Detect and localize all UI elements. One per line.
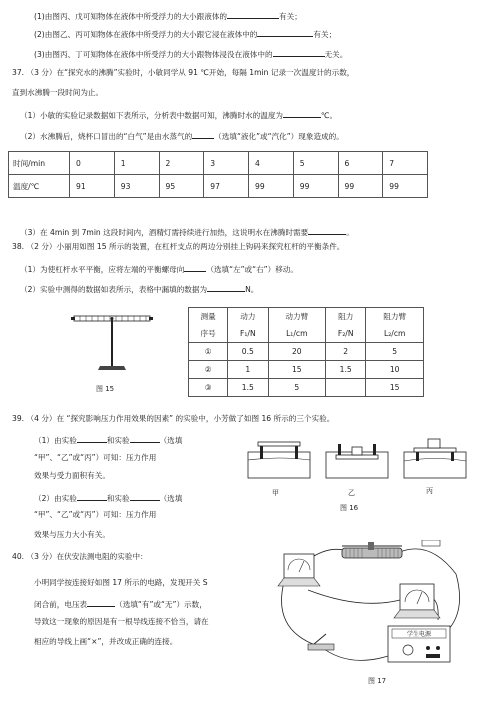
q39-stem: 39. （4 分）在 “探究影响压力作用效果的因素” 的实验中，小芳做了如图 16 所示的三个实验。 [12, 414, 335, 423]
power-supply-label: 学生电源 [406, 631, 432, 638]
q40-stem: 40. （3 分）在伏安法测电阻的实验中： [12, 552, 148, 561]
q39-line5: “甲”、“乙”或“丙”）可知：压力作用 [34, 510, 157, 519]
q36-item-3: (3)由图丙、丁可知物体在液体中所受浮力的大小跟物体浸没在液体中的 无关。 [34, 50, 348, 59]
figure-15-caption: 图 15 [96, 385, 115, 393]
q39-line3: 效果与受力面积有关。 [34, 471, 110, 480]
answer-blank[interactable] [130, 434, 160, 443]
answer-blank[interactable] [207, 283, 245, 292]
table-header-row: 测量 动力 动力臂 阻力 阻力臂 [189, 308, 424, 326]
q40-line3: 导致这一现象的原因是有一根导线连接不恰当，请在 [34, 617, 209, 626]
answer-blank[interactable] [192, 130, 214, 139]
experiment-jia [248, 442, 310, 478]
table-row: ① 0.5 20 2 5 [189, 343, 424, 361]
answer-blank[interactable] [77, 492, 107, 501]
q38-sub1: （1）为使杠杆水平平衡，应将左端的平衡螺母向 （选填“左”或“右”）移动。 [20, 265, 298, 274]
q37-stem-line2: 直到水沸腾一段时间为止。 [12, 88, 104, 97]
circuit-figure [270, 540, 470, 676]
label-jia: 甲 [272, 489, 279, 497]
q36-item-2: (2)由图乙、丙可知物体在液体中所受浮力的大小跟它浸在液体中的 有关； [34, 30, 337, 39]
table-row: ③ 1.5 5 15 [189, 379, 424, 397]
q38-sub2: （2）实验中测得的数据如表所示，表格中漏填的数据为 N。 [20, 285, 259, 294]
q40-line1: 小明同学按连接好如图 17 所示的电路，发现开关 S [34, 578, 208, 587]
q38-stem: 38. （2 分）小丽用如图 15 所示的装置，在杠杆支点的两边分别挂上钩码来探究杠杆的平衡条件。 [12, 242, 345, 251]
label-yi: 乙 [348, 489, 355, 497]
q40-line4: 相应的导线上画“×”，并改成正确的连接。 [34, 637, 178, 646]
figure-17-caption: 图 17 [368, 677, 387, 685]
answer-blank[interactable] [257, 28, 313, 37]
q40-line2: 闭合前，电压表 （选填“有”或“无”）示数， [34, 600, 207, 609]
answer-blank[interactable] [227, 10, 279, 19]
q39-line1: （1）由实验 和实验 （选填 [34, 436, 183, 445]
table-row: ② 1 15 1.5 10 [189, 361, 424, 379]
power-supply-icon [388, 626, 450, 662]
table-row: 时间/min 0 1 2 3 4 5 6 7 [9, 152, 428, 175]
experiment-yi [326, 444, 388, 478]
answer-blank[interactable] [273, 48, 325, 57]
table-header-row: 序号 F₁/N L₁/cm F₂/N L₂/cm [189, 325, 424, 343]
q39-line4: （2）由实验 和实验 （选填 [34, 494, 183, 503]
answer-blank[interactable] [184, 263, 206, 272]
table-row: 温度/℃ 91 93 95 97 99 99 99 99 [9, 175, 428, 198]
pressure-experiment-figure [244, 436, 472, 484]
q39-line2: “甲”、“乙”或“丙”）可知：压力作用 [34, 453, 157, 462]
figure-16-caption: 图 16 [340, 504, 359, 512]
label-bing: 丙 [426, 487, 433, 495]
rheostat-icon [342, 542, 402, 558]
q37-stem-line1: 37. （3 分）在“探究水的沸腾”实验时，小敏同学从 91 ℃开始，每隔 1min 记录一次温度计的示数， [12, 68, 355, 77]
voltmeter-icon [394, 584, 440, 618]
answer-blank[interactable] [308, 226, 346, 235]
switch-icon [308, 634, 334, 650]
resistor-icon [422, 540, 440, 546]
answer-blank[interactable] [87, 598, 115, 607]
q37-sub1: （1）小敏的实验记录数据如下表所示，分析表中数据可知，沸腾时水的温度为 ℃。 [20, 111, 338, 120]
experiment-bing [404, 439, 466, 478]
ammeter-icon [278, 554, 320, 586]
missing-value-cell [326, 379, 366, 397]
q37-data-table [8, 151, 428, 198]
q36-item-1: (1)由图丙、戊可知物体在液体中所受浮力的大小跟液体的 有关； [34, 12, 302, 21]
answer-blank[interactable] [130, 492, 160, 501]
answer-blank[interactable] [283, 109, 321, 118]
q37-sub2: （2）水沸腾后，烧杯口冒出的“白气”是由水蒸气的 （选填“液化”或“汽化”）现象造成的。 [20, 132, 344, 141]
lever-figure [70, 308, 160, 380]
q37-sub3: （3）在 4min 到 7min 这段时间内，酒精灯需持续进行加热，这说明水在沸腾时需要 。 [20, 228, 354, 237]
q39-line6: 效果与压力大小有关。 [34, 530, 110, 539]
q38-data-table [188, 307, 424, 397]
answer-blank[interactable] [77, 434, 107, 443]
